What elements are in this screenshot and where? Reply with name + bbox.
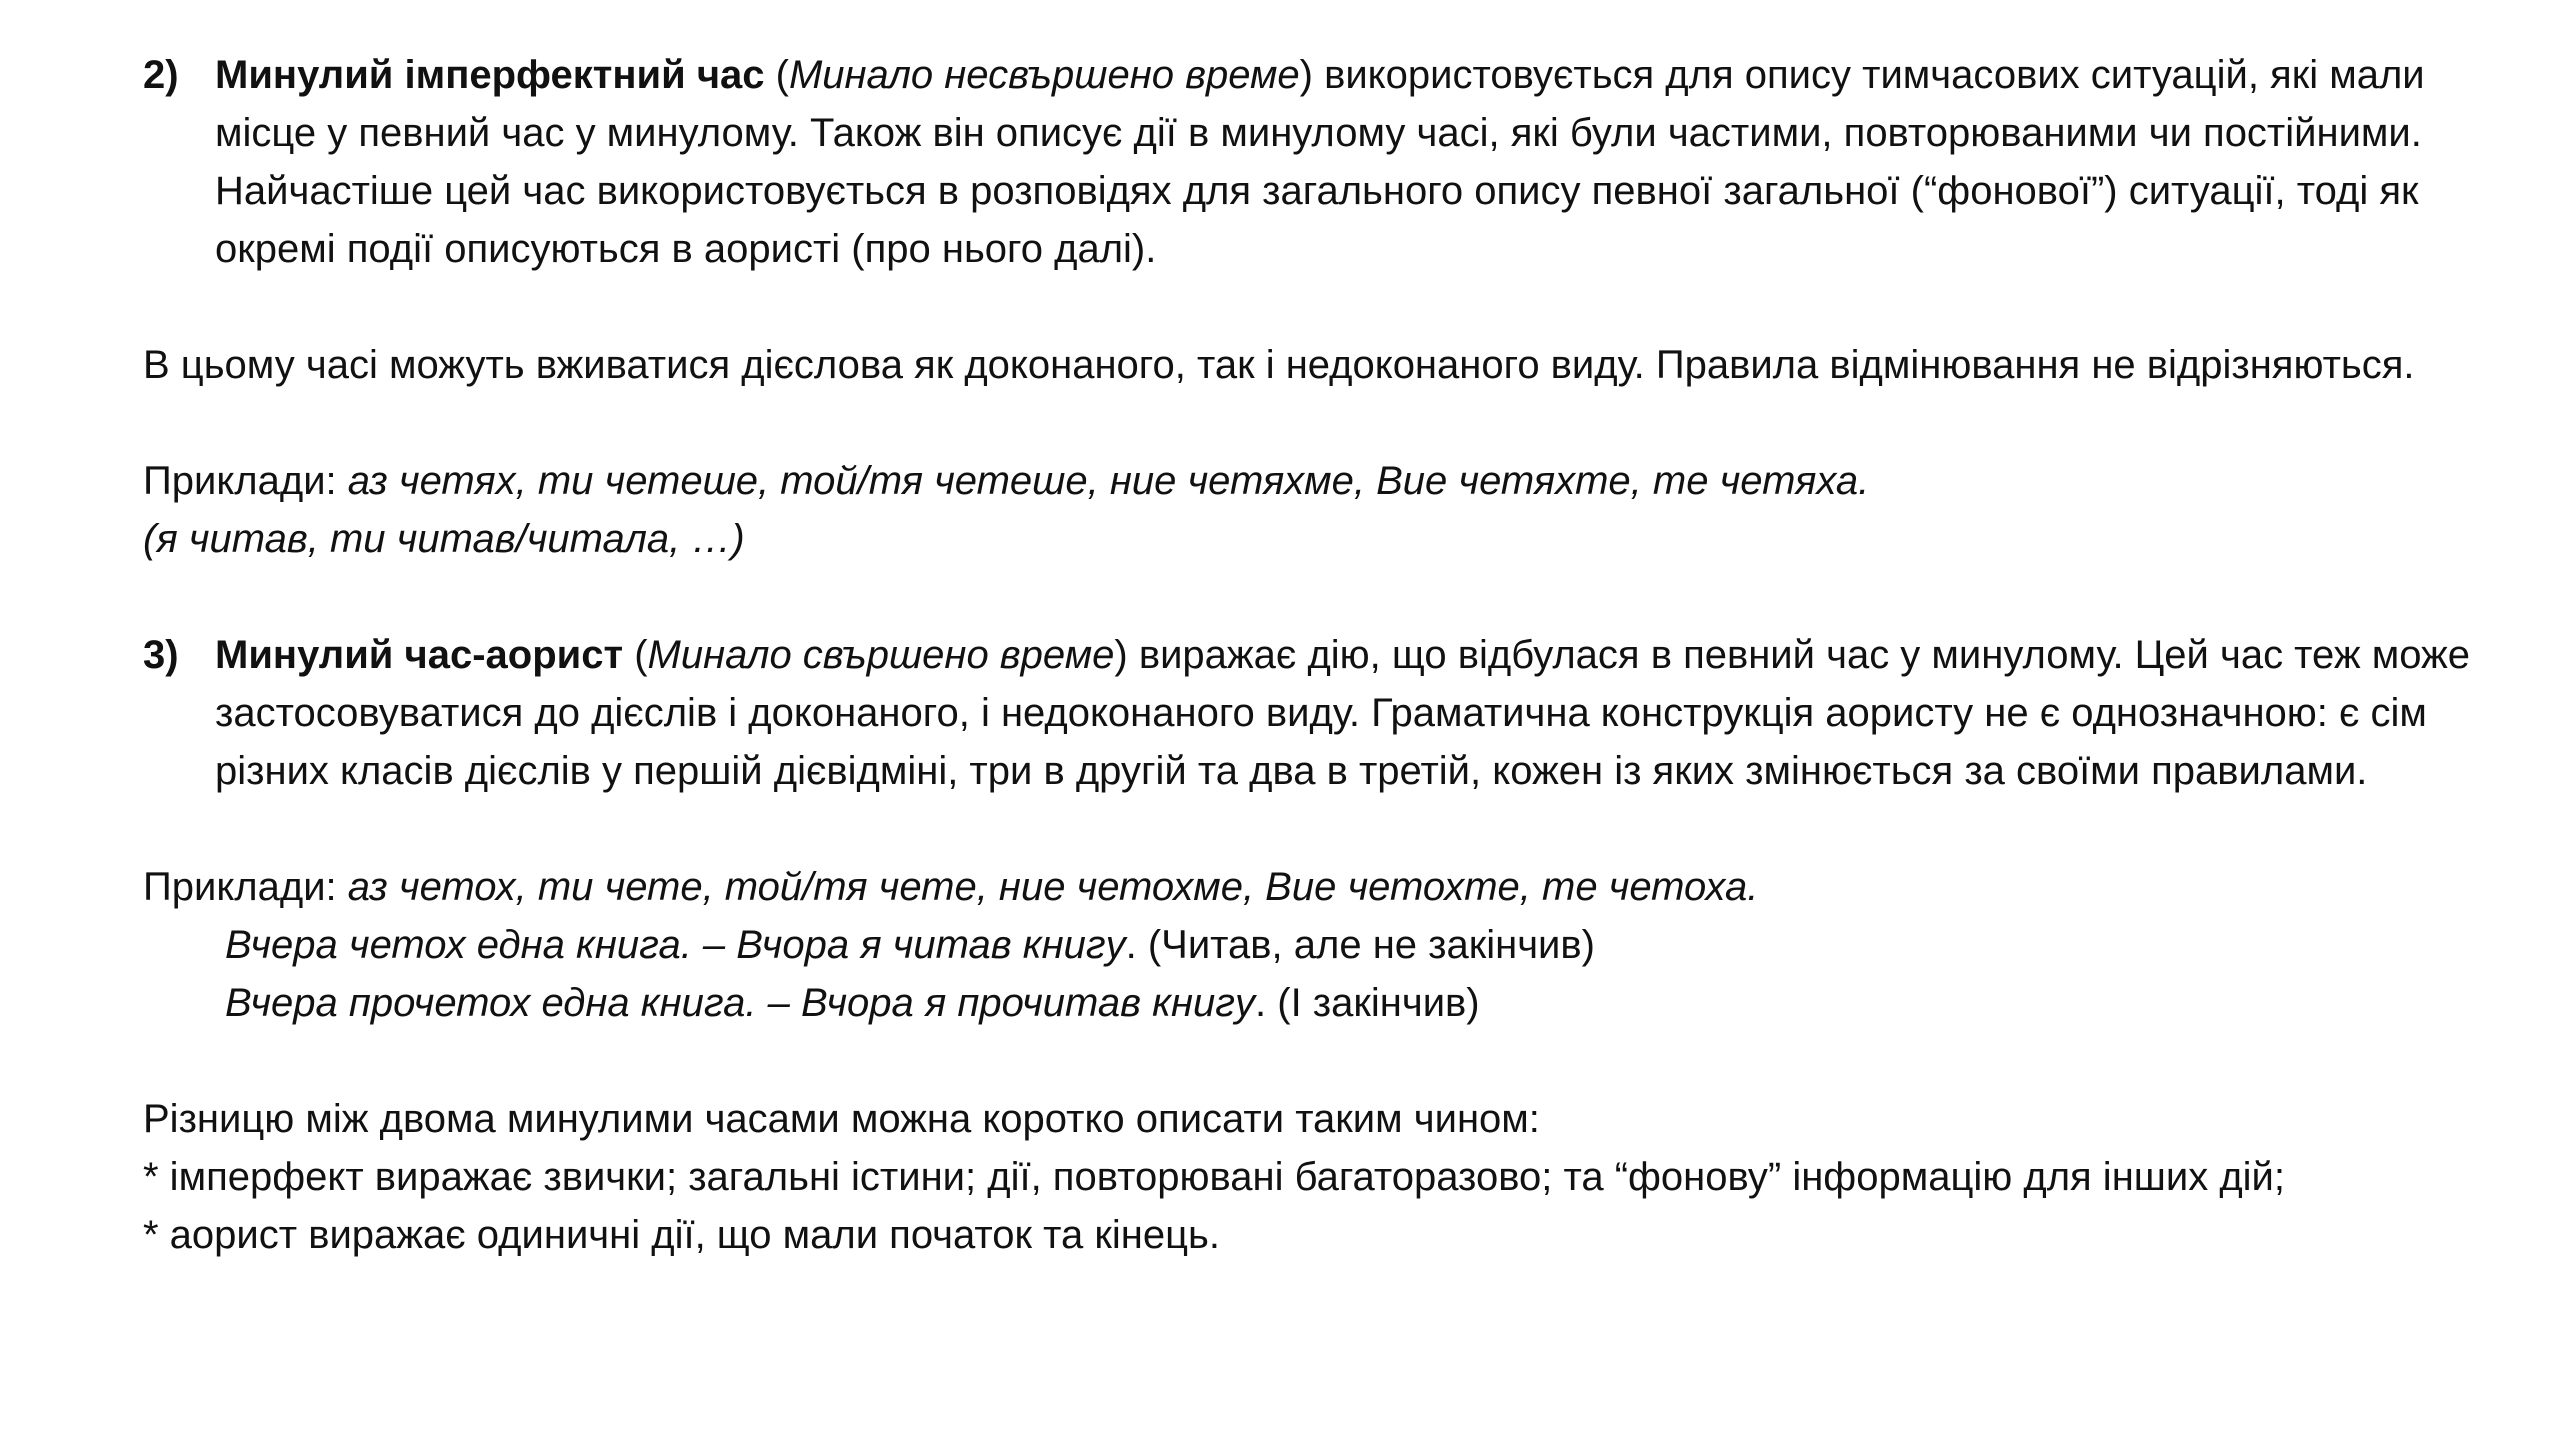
term-aorist-bulgarian: Минало свършено време	[647, 633, 1115, 677]
summary-intro: Різницю між двома минулими часами можна коротко описати таким чином:	[143, 1097, 1540, 1141]
summary-item-aorist: * аорист виражає одиничні дії, що мали початок та кінець.	[143, 1213, 1220, 1257]
paren-open: (	[764, 53, 789, 97]
summary-item-imperfect: * імперфект виражає звички; загальні істини; дії, повторювані багаторазово; та “фонову” інформацію для інших дій;	[143, 1155, 2286, 1199]
imperfect-examples	[143, 452, 2473, 568]
imperfect-forms: аз четях, ти четеше, той/тя четеше, ние четяхме, Вие четяхте, те четяха.	[347, 459, 1870, 503]
aspect-paragraph: В цьому часі можуть вживатися дієслова як доконаного, так і недоконаного виду. Правила відмінювання не відрізняються.	[143, 343, 2415, 387]
aorist-example-2	[143, 974, 2473, 1032]
section-aorist	[143, 626, 2473, 800]
example-sentence: Вчера прочетох една книга. – Вчора я прочитав книгу	[225, 981, 1256, 1025]
example-note: . (І закінчив)	[1255, 981, 1480, 1025]
example-sentence: Вчера четох една книга. – Вчора я читав книгу	[225, 923, 1126, 967]
aorist-examples	[143, 858, 2473, 916]
term-aorist: Минулий час-аорист	[215, 633, 624, 677]
section-imperfect	[143, 46, 2473, 278]
imperfect-description: ) використовується для опису тимчасових ситуацій, які мали місце у певний час у минулому. Також він описує дії в минулому часі, які були частими, повторюваними чи постійними. Найчастіше цей час використовується в розповідях для загального опису певної загальної (“фонової”) ситуації, тоді як окремі події описуються в аористі (про нього далі).	[215, 53, 2425, 271]
term-imperfect: Минулий імперфектний час	[215, 53, 765, 97]
examples-label: Приклади:	[143, 865, 348, 909]
imperfect-translation: (я читав, ти читав/читала, …)	[143, 517, 745, 561]
section-number: 2)	[143, 53, 179, 97]
paren-open: (	[623, 633, 648, 677]
term-imperfect-bulgarian: Минало несвършено време	[788, 53, 1300, 97]
aorist-forms: аз четох, ти чете, той/тя чете, ние четохме, Вие четохте, те четоха.	[347, 865, 1759, 909]
example-note: . (Читав, але не закінчив)	[1125, 923, 1595, 967]
aorist-description: ) виражає дію, що відбулася в певний час у минулому. Цей час теж може застосовуватися до дієслів і доконаного, і недоконаного виду. Граматична конструкція аористу не є однозначною: є сім різних класів дієслів у першій дієвідміні, три в другій та два в третій, кожен із яких змінюється за своїми правилами.	[215, 633, 2471, 793]
aorist-example-1	[143, 916, 2473, 974]
section-number: 3)	[143, 633, 179, 677]
examples-label: Приклади:	[143, 459, 348, 503]
document-page	[143, 46, 2473, 1264]
